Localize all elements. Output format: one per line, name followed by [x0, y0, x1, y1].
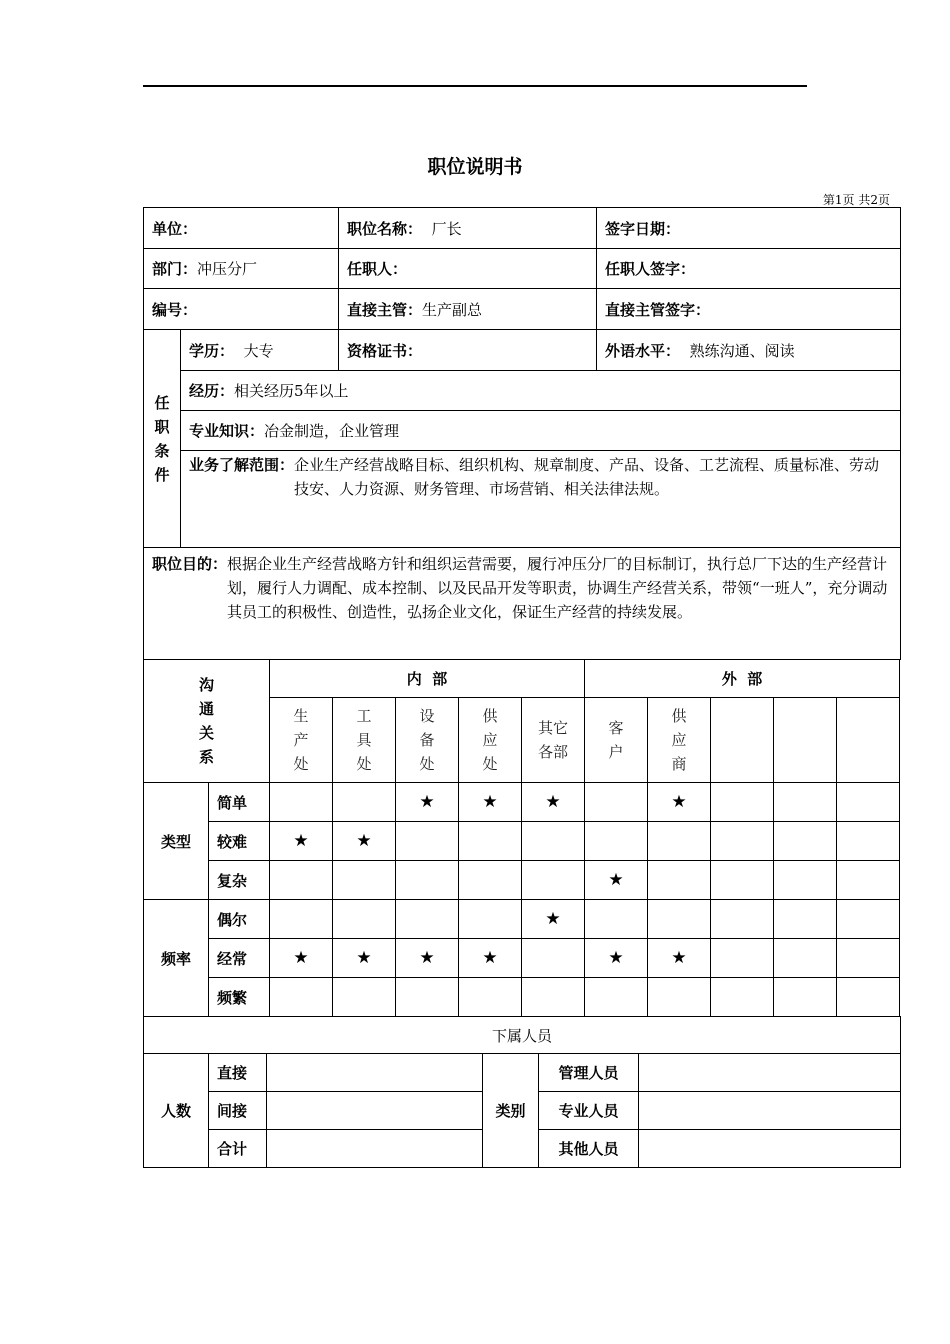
- empty-cell: [648, 822, 711, 861]
- purpose-cell: 职位目的： 根据企业生产经营战略方针和组织运营需要，履行冲压分厂的目标制订，执行总厂下达的生产经营计划，履行人力调配、成本控制、以及民品开发等职责，协调生产经营关系，带领“一班人”，充分调动其员工的积极性、创造性，弘扬企业文化，保证生产经营的持续发展。: [144, 548, 901, 660]
- unit-cell: 单位：: [144, 208, 339, 249]
- comm-column-header-1: 工 具 处: [333, 698, 396, 783]
- header-rule: [143, 85, 807, 87]
- comm-column-header-8: [774, 698, 837, 783]
- empty-cell: [585, 822, 648, 861]
- comm-row-label: 复杂: [209, 861, 270, 900]
- empty-cell: [774, 939, 837, 978]
- comm-row-label: 较难: [209, 822, 270, 861]
- empty-cell: [396, 900, 459, 939]
- holder-sign-cell: 任职人签字：: [597, 249, 901, 289]
- comm-row-label: 频繁: [209, 978, 270, 1017]
- dept-value: 冲压分厂: [197, 260, 258, 278]
- empty-cell: [333, 861, 396, 900]
- page-number: 第1页 共2页: [822, 193, 890, 207]
- position-cell: 职位名称： 厂长: [339, 208, 597, 249]
- empty-cell: [837, 978, 900, 1017]
- communication-table: [143, 659, 900, 1017]
- job-description-form: [143, 207, 900, 1168]
- empty-cell: [711, 900, 774, 939]
- category-other-value: [639, 1130, 901, 1168]
- count-total-value: [267, 1130, 483, 1168]
- empty-cell: [270, 783, 333, 822]
- empty-cell: [459, 861, 522, 900]
- empty-cell: [711, 861, 774, 900]
- subordinates-title: 下属人员: [144, 1017, 901, 1054]
- star-mark: ★: [396, 783, 459, 822]
- empty-cell: [648, 978, 711, 1017]
- code-cell: 编号：: [144, 289, 339, 330]
- count-indirect-value: [267, 1092, 483, 1130]
- empty-cell: [774, 822, 837, 861]
- empty-cell: [522, 822, 585, 861]
- empty-cell: [774, 900, 837, 939]
- comm-column-header-5: 客 户: [585, 698, 648, 783]
- empty-cell: [837, 900, 900, 939]
- comm-column-header-9: [837, 698, 900, 783]
- star-mark: ★: [522, 900, 585, 939]
- empty-cell: [585, 900, 648, 939]
- scope-value: 企业生产经营战略目标、组织机构、规章制度、产品、设备、工艺流程、质量标准、劳动技安、人力资源、财务管理、市场营销、相关法律法规。: [294, 456, 880, 498]
- empty-cell: [837, 861, 900, 900]
- category-row-professional: 专业人员: [539, 1092, 639, 1130]
- language-cell: 外语水平： 熟练沟通、阅读: [597, 330, 901, 371]
- document-title: 职位说明书: [427, 156, 523, 178]
- comm-row-label: 偶尔: [209, 900, 270, 939]
- education-cell: 学历： 大专: [181, 330, 339, 371]
- empty-cell: [837, 939, 900, 978]
- count-row-total: 合计: [209, 1130, 267, 1168]
- dept-cell: 部门：冲压分厂: [144, 249, 339, 289]
- star-mark: ★: [459, 783, 522, 822]
- star-mark: ★: [270, 822, 333, 861]
- count-row-indirect: 间接: [209, 1092, 267, 1130]
- supervisor-sign-cell: 直接主管签字：: [597, 289, 901, 330]
- comm-column-header-3: 供 应 处: [459, 698, 522, 783]
- empty-cell: [396, 822, 459, 861]
- empty-cell: [459, 978, 522, 1017]
- position-value: 厂长: [431, 219, 462, 238]
- comm-row: [144, 783, 900, 822]
- empty-cell: [270, 861, 333, 900]
- star-mark: ★: [585, 861, 648, 900]
- star-mark: ★: [270, 939, 333, 978]
- experience-value: 相关经历5年以上: [234, 382, 349, 400]
- language-value: 熟练沟通、阅读: [689, 341, 795, 360]
- empty-cell: [774, 861, 837, 900]
- count-label: 人数: [144, 1054, 209, 1168]
- qualifications-section-label: 任 职 条 件: [144, 330, 181, 548]
- comm-row: [144, 939, 900, 978]
- comm-row: [144, 822, 900, 861]
- category-management-value: [639, 1054, 901, 1092]
- holder-cell: 任职人：: [339, 249, 597, 289]
- empty-cell: [459, 900, 522, 939]
- certificate-cell: 资格证书：: [339, 330, 597, 371]
- star-mark: ★: [648, 939, 711, 978]
- empty-cell: [522, 978, 585, 1017]
- supervisor-cell: 直接主管：生产副总: [339, 289, 597, 330]
- empty-cell: [333, 900, 396, 939]
- star-mark: ★: [648, 783, 711, 822]
- empty-cell: [711, 978, 774, 1017]
- comm-row: [144, 861, 900, 900]
- empty-cell: [396, 861, 459, 900]
- comm-column-header-0: 生 产 处: [270, 698, 333, 783]
- communication-section-label: 沟 通 关 系: [144, 660, 270, 783]
- comm-column-header-7: [711, 698, 774, 783]
- category-label: 类别: [483, 1054, 539, 1168]
- external-header: 外 部: [585, 660, 900, 698]
- empty-cell: [333, 783, 396, 822]
- comm-column-header-2: 设 备 处: [396, 698, 459, 783]
- empty-cell: [711, 783, 774, 822]
- comm-group-label: 类型: [144, 783, 209, 900]
- star-mark: ★: [333, 939, 396, 978]
- purpose-text: 根据企业生产经营战略方针和组织运营需要，履行冲压分厂的目标制订，执行总厂下达的生产经营计划，履行人力调配、成本控制、以及民品开发等职责，协调生产经营关系，带领“一班人”，充分调动其员工的积极性、创造性，弘扬企业文化，保证生产经营的持续发展。: [227, 555, 888, 621]
- subordinates-table: [143, 1016, 901, 1168]
- empty-cell: [774, 978, 837, 1017]
- star-mark: ★: [585, 939, 648, 978]
- empty-cell: [711, 822, 774, 861]
- empty-cell: [270, 900, 333, 939]
- comm-row: [144, 900, 900, 939]
- star-mark: ★: [396, 939, 459, 978]
- empty-cell: [459, 822, 522, 861]
- category-row-other: 其他人员: [539, 1130, 639, 1168]
- info-table: [143, 207, 901, 660]
- count-row-direct: 直接: [209, 1054, 267, 1092]
- comm-row-label: 简单: [209, 783, 270, 822]
- empty-cell: [774, 783, 837, 822]
- empty-cell: [585, 978, 648, 1017]
- count-direct-value: [267, 1054, 483, 1092]
- knowledge-value: 冶金制造，企业管理: [264, 422, 400, 440]
- empty-cell: [522, 939, 585, 978]
- empty-cell: [585, 783, 648, 822]
- knowledge-cell: 专业知识：冶金制造，企业管理: [181, 411, 901, 451]
- empty-cell: [648, 900, 711, 939]
- sign-date-cell: 签字日期：: [597, 208, 901, 249]
- star-mark: ★: [459, 939, 522, 978]
- empty-cell: [711, 939, 774, 978]
- category-professional-value: [639, 1092, 901, 1130]
- empty-cell: [333, 978, 396, 1017]
- empty-cell: [396, 978, 459, 1017]
- empty-cell: [837, 822, 900, 861]
- education-value: 大专: [243, 341, 274, 360]
- internal-header: 内 部: [270, 660, 585, 698]
- category-row-management: 管理人员: [539, 1054, 639, 1092]
- star-mark: ★: [522, 783, 585, 822]
- scope-cell: 业务了解范围： 企业生产经营战略目标、组织机构、规章制度、产品、设备、工艺流程、质量标准、劳动技安、人力资源、财务管理、市场营销、相关法律法规。: [181, 451, 901, 548]
- comm-row: [144, 978, 900, 1017]
- empty-cell: [648, 861, 711, 900]
- comm-column-header-6: 供 应 商: [648, 698, 711, 783]
- comm-column-header-4: 其它 各部: [522, 698, 585, 783]
- empty-cell: [837, 783, 900, 822]
- empty-cell: [270, 978, 333, 1017]
- empty-cell: [522, 861, 585, 900]
- comm-group-label: 频率: [144, 900, 209, 1017]
- experience-cell: 经历：相关经历5年以上: [181, 371, 901, 411]
- comm-row-label: 经常: [209, 939, 270, 978]
- supervisor-value: 生产副总: [422, 300, 483, 319]
- star-mark: ★: [333, 822, 396, 861]
